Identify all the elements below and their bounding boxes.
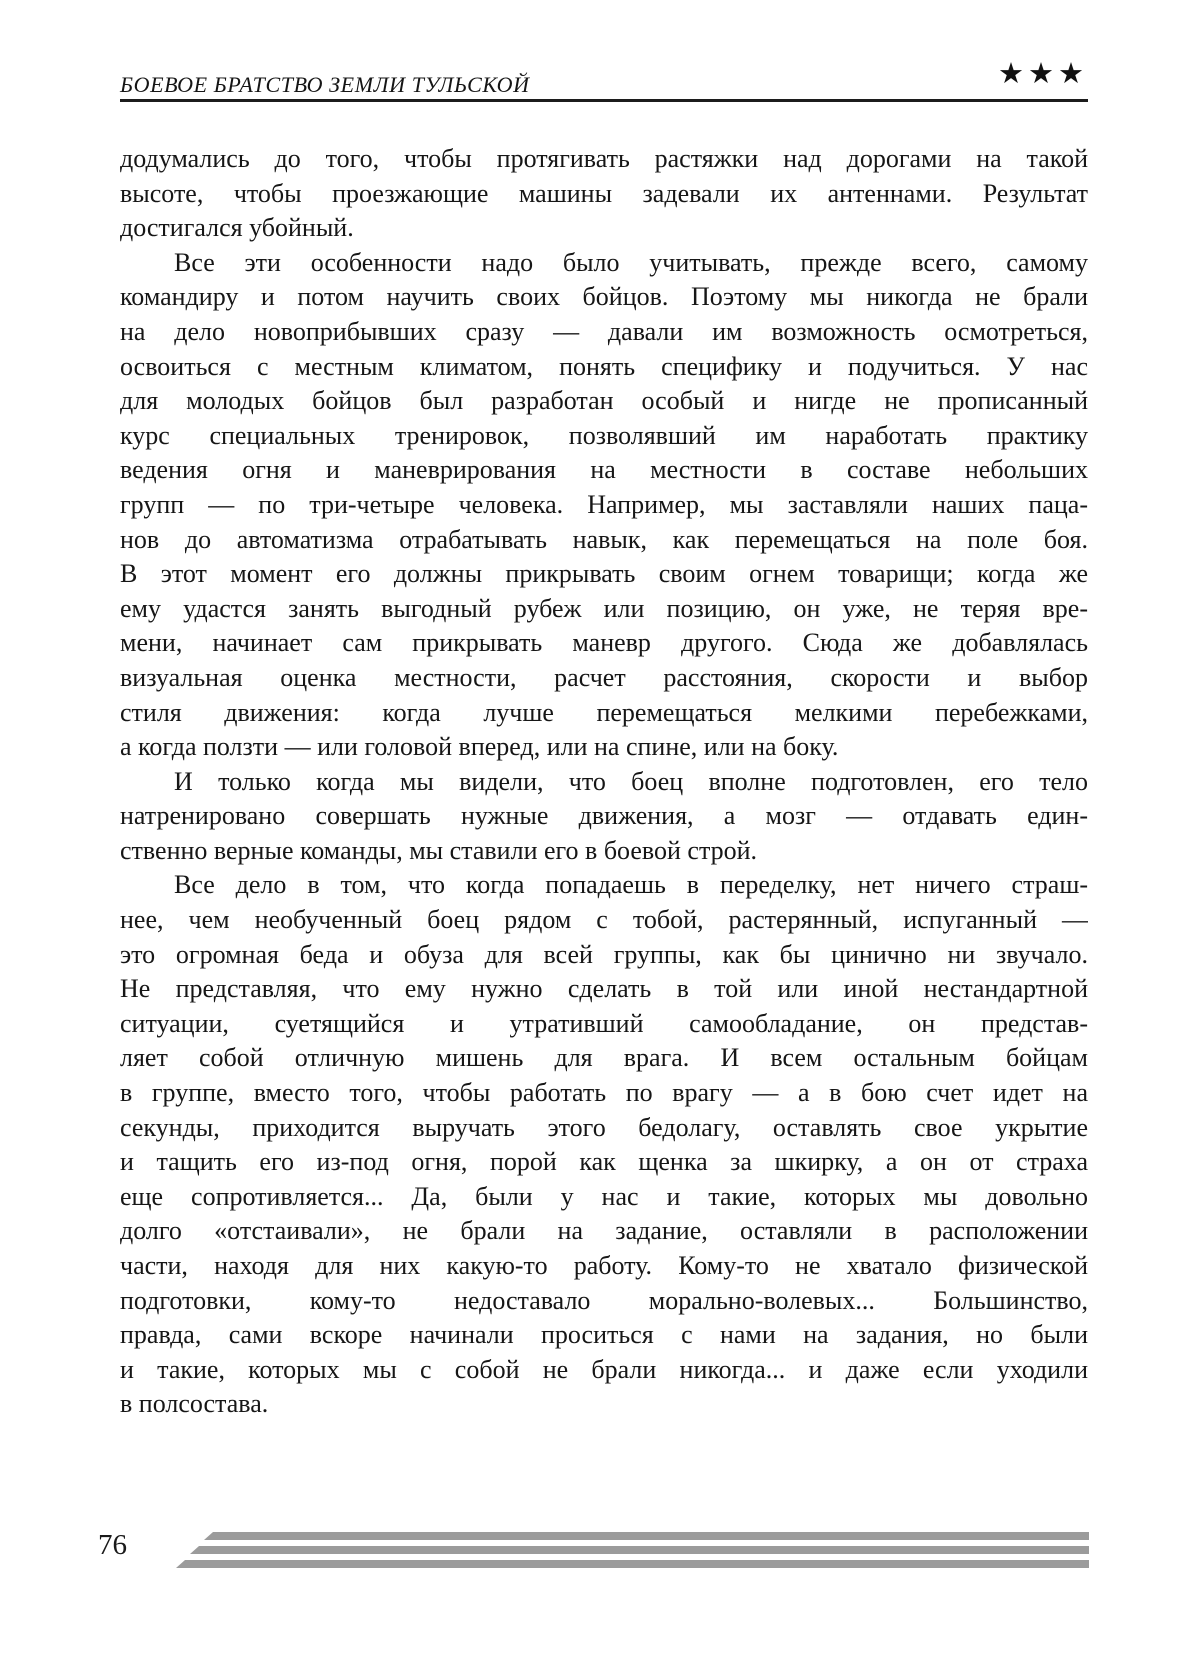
footer-stripe — [190, 1546, 1089, 1554]
text-line: на дело новоприбывших сразу — давали им возможность осмотреться, — [120, 316, 1088, 346]
text-line: додумались до того, чтобы протягивать растяжки над дорогами на такой — [120, 144, 1088, 173]
text-line: нов до автоматизма отрабатывать навык, как перемещаться на поле боя. — [120, 524, 1088, 554]
footer-stripe — [204, 1532, 1089, 1540]
text-line: ситуации, суетящийся и утративший самообладание, он представ- — [120, 1008, 1088, 1038]
text-line: Все эти особенности надо было учитывать, прежде всего, самому — [174, 247, 1088, 277]
text-line: высоте, чтобы проезжающие машины задевали их антеннами. Результат — [120, 178, 1088, 208]
text-line: долго «отстаивали», не брали на задание, оставляли в расположении — [120, 1216, 1088, 1246]
text-line: подготовки, кому-то недоставало морально-волевых... Большинство, — [120, 1285, 1088, 1315]
text-line: ляет собой отличную мишень для врага. И всем остальным бойцам — [120, 1043, 1088, 1073]
text-line: командиру и потом научить своих бойцов. Поэтому мы никогда не брали — [120, 282, 1088, 312]
running-header-title: БОЕВОЕ БРАТСТВО ЗЕМЛИ ТУЛЬСКОЙ — [120, 72, 530, 97]
page-number: 76 — [98, 1529, 127, 1561]
text-line: И только когда мы видели, что боец вполне подготовлен, его тело — [174, 766, 1088, 796]
body-text — [120, 142, 1088, 1422]
text-line: визуальная оценка местности, расчет расстояния, скорости и выбор — [120, 662, 1088, 692]
text-line: и тащить его из-под огня, порой как щенка за шкирку, а он от страха — [120, 1147, 1088, 1177]
text-line: натренировано совершать нужные движения, а мозг — отдавать един- — [120, 801, 1088, 831]
footer-stripe — [176, 1560, 1089, 1568]
text-line: части, находя для них какую-то работу. Кому-то не хватало физической — [120, 1251, 1088, 1280]
text-line: для молодых бойцов был разработан особый и нигде не прописанный — [120, 386, 1088, 416]
text-line: групп — по три-четыре человека. Например, мы заставляли наших паца- — [120, 489, 1088, 519]
text-line: Все дело в том, что когда попадаешь в переделку, нет ничего страш- — [174, 870, 1088, 900]
text-line: это огромная беда и обуза для всей группы, как бы цинично ни звучало. — [120, 939, 1088, 969]
text-line: курс специальных тренировок, позволявший им наработать практику — [120, 420, 1088, 450]
text-line: В этот момент его должны прикрывать своим огнем товарищи; когда же — [120, 559, 1088, 589]
text-line: секунды, приходится выручать этого бедолагу, оставлять свое укрытие — [120, 1112, 1088, 1142]
text-line: стиля движения: когда лучше перемещаться мелкими перебежками, — [120, 697, 1088, 727]
text-line: в полсостава. — [120, 1389, 269, 1419]
footer-stripes-decoration — [0, 1532, 1178, 1572]
text-line: еще сопротивляется... Да, были у нас и такие, которых мы довольно — [120, 1181, 1088, 1211]
header-rule — [120, 99, 1088, 102]
text-line: Не представляя, что ему нужно сделать в той или иной нестандартной — [120, 974, 1088, 1004]
text-line: в группе, вместо того, чтобы работать по врагу — а в бою счет идет на — [120, 1078, 1088, 1108]
text-line: достигался убойный. — [120, 213, 354, 243]
text-line: ему удастся занять выгодный рубеж или позицию, он уже, не теряя вре- — [120, 593, 1088, 623]
text-line: и такие, которых мы с собой не брали никогда... и даже если уходили — [120, 1354, 1088, 1384]
text-line: а когда ползти — или головой вперед, или на спине, или на боку. — [120, 732, 839, 762]
text-line: ведения огня и маневрирования на местности в составе небольших — [120, 455, 1088, 485]
three-stars-icon: ★★★ — [998, 56, 1088, 90]
text-line: ственно верные команды, мы ставили его в боевой строй. — [120, 835, 758, 865]
text-line: мени, начинает сам прикрывать маневр другого. Сюда же добавлялась — [120, 628, 1088, 658]
text-line: правда, сами вскоре начинали проситься с нами на задания, но были — [120, 1320, 1088, 1350]
text-line: освоиться с местным климатом, понять специфику и подучиться. У нас — [120, 351, 1088, 381]
text-line: нее, чем необученный боец рядом с тобой, растерянный, испуганный — — [120, 905, 1088, 935]
